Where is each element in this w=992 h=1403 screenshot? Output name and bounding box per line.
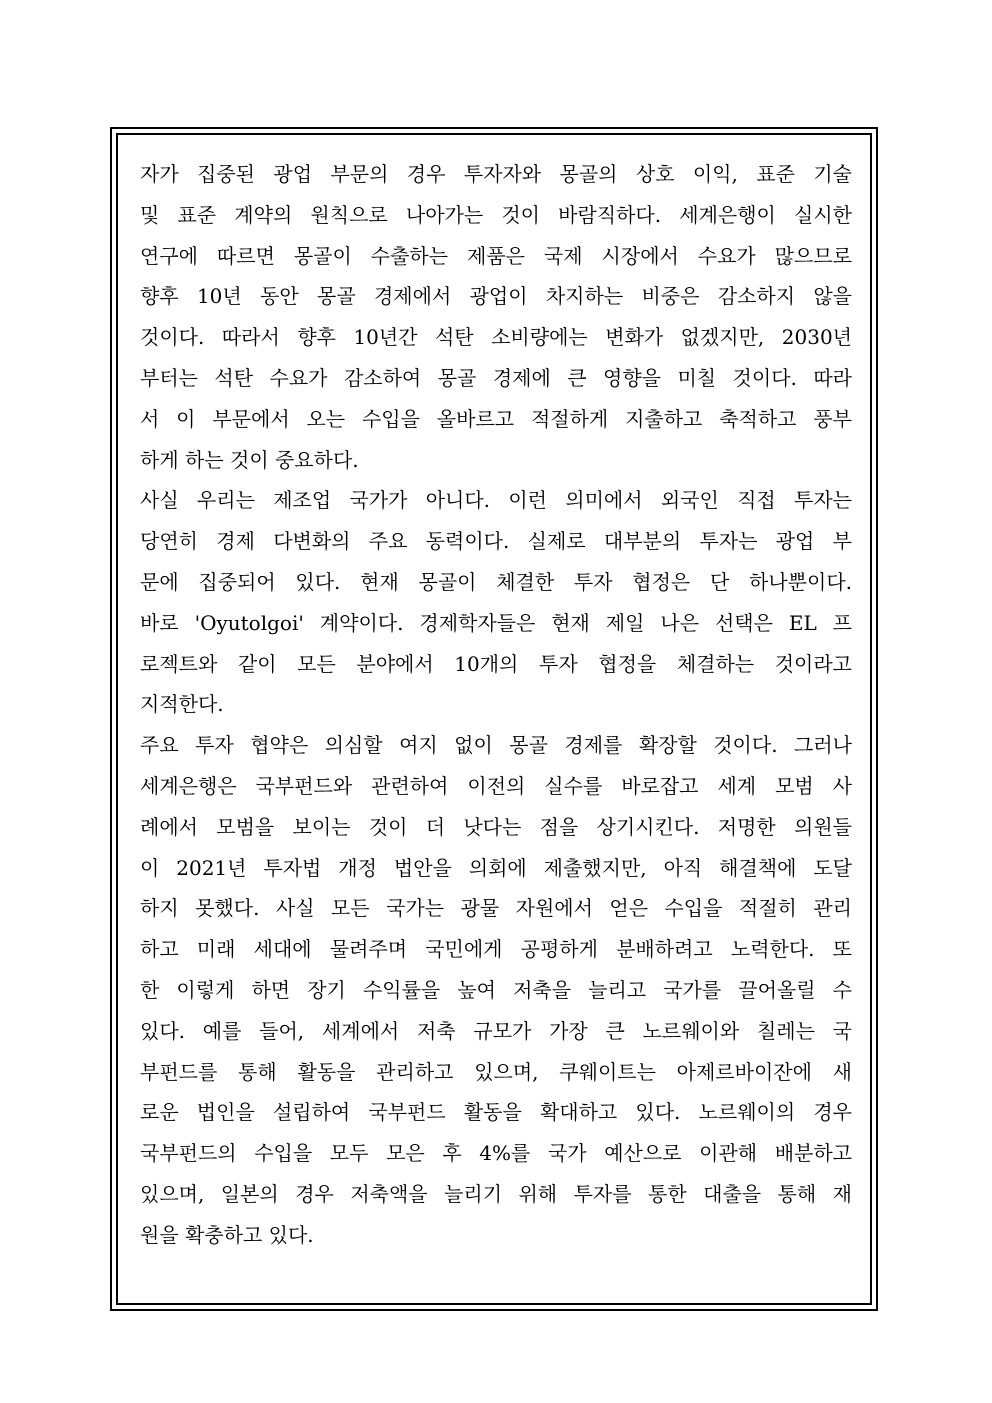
- text-line: 문에 집중되어 있다. 현재 몽골이 체결한 투자 협정은 단 하나뿐이다.: [140, 569, 852, 594]
- text-line: 부터는 석탄 수요가 감소하여 몽골 경제에 큰 영향을 미칠 것이다. 따라: [140, 365, 852, 390]
- document-body: [140, 154, 852, 1256]
- text-line: 사실 우리는 제조업 국가가 아니다. 이런 의미에서 외국인 직접 투자는: [140, 488, 852, 513]
- text-line: 세계은행은 국부펀드와 관련하여 이전의 실수를 바로잡고 세계 모범 사: [140, 773, 852, 798]
- text-line: 한 이렇게 하면 장기 수익률을 높여 저축을 늘리고 국가를 끌어올릴 수: [140, 977, 852, 1002]
- text-line: 로젝트와 같이 모든 분야에서 10개의 투자 협정을 체결하는 것이라고: [140, 651, 852, 676]
- text-line: 지적한다.: [140, 692, 224, 717]
- text-line: 있다. 예를 들어, 세계에서 저축 규모가 가장 큰 노르웨이와 칠레는 국: [140, 1018, 852, 1043]
- text-line: 자가 집중된 광업 부문의 경우 투자자와 몽골의 상호 이익, 표준 기술: [140, 162, 852, 186]
- text-line: 하고 미래 세대에 물려주며 국민에게 공평하게 분배하려고 노력한다. 또: [140, 937, 852, 962]
- text-line: 바로 'Oyutolgoi' 계약이다. 경제학자들은 현재 제일 나은 선택은 EL 프: [140, 610, 852, 635]
- text-line: 향후 10년 동안 몽골 경제에서 광업이 차지하는 비중은 감소하지 않을: [140, 284, 852, 309]
- text-line: 하지 못했다. 사실 모든 국가는 광물 자원에서 얻은 수입을 적절히 관리: [140, 896, 852, 921]
- text-line: 있으며, 일본의 경우 저축액을 늘리기 위해 투자를 통한 대출을 통해 재: [140, 1181, 852, 1206]
- paragraph: [140, 480, 852, 725]
- text-line: 주요 투자 협약은 의심할 여지 없이 몽골 경제를 확장할 것이다. 그러나: [140, 733, 852, 758]
- text-line: 하게 하는 것이 중요하다.: [140, 447, 359, 472]
- text-line: 례에서 모범을 보이는 것이 더 낫다는 점을 상기시킨다. 저명한 의원들: [140, 814, 852, 839]
- paragraph: [140, 154, 852, 480]
- paragraph: [140, 725, 852, 1255]
- text-line: 연구에 따르면 몽골이 수출하는 제품은 국제 시장에서 수요가 많으므로: [140, 243, 852, 268]
- text-line: 당연히 경제 다변화의 주요 동력이다. 실제로 대부분의 투자는 광업 부: [140, 529, 852, 554]
- text-line: 및 표준 계약의 원칙으로 나아가는 것이 바람직하다. 세계은행이 실시한: [140, 202, 852, 227]
- text-line: 원을 확충하고 있다.: [140, 1222, 314, 1247]
- text-line: 부펀드를 통해 활동을 관리하고 있으며, 쿠웨이트는 아제르바이잔에 새: [140, 1059, 852, 1084]
- text-line: 국부펀드의 수입을 모두 모은 후 4%를 국가 예산으로 이관해 배분하고: [140, 1141, 852, 1166]
- text-line: 서 이 부문에서 오는 수입을 올바르고 적절하게 지출하고 축적하고 풍부: [140, 406, 852, 431]
- text-line: 이 2021년 투자법 개정 법안을 의회에 제출했지만, 아직 해결책에 도달: [140, 855, 852, 880]
- text-line: 것이다. 따라서 향후 10년간 석탄 소비량에는 변화가 없겠지만, 2030년: [140, 325, 852, 350]
- text-line: 로운 법인을 설립하여 국부펀드 활동을 확대하고 있다. 노르웨이의 경우: [140, 1100, 852, 1125]
